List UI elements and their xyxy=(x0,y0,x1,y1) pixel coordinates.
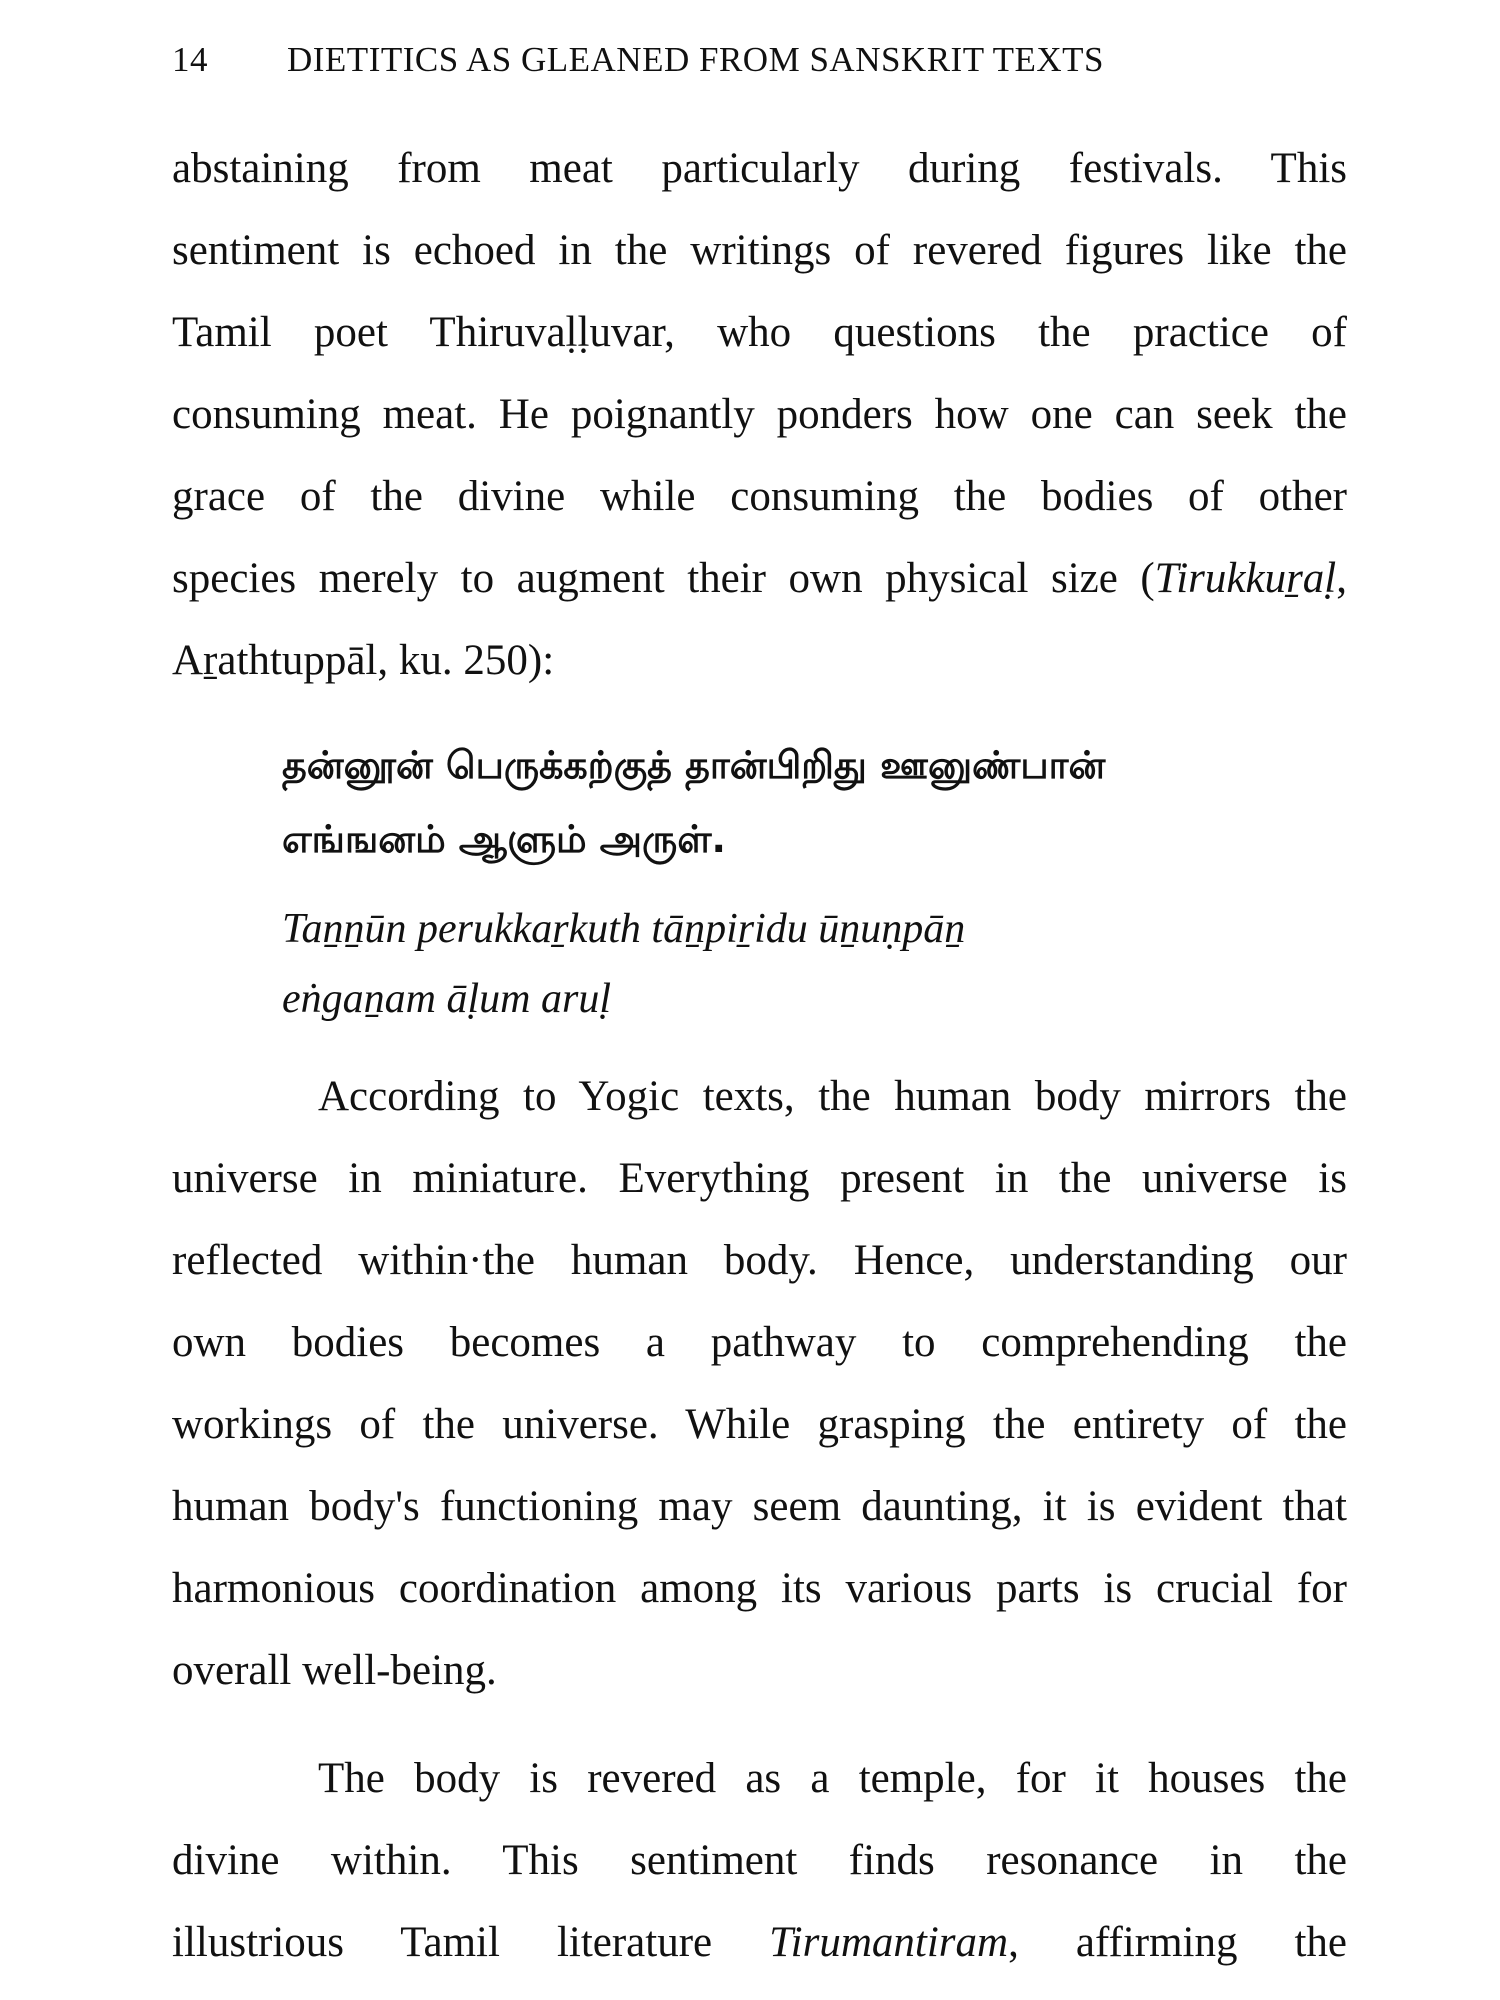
paragraph-line: divine within. This sentiment finds resonance in the xyxy=(172,1837,1347,1884)
paragraph-1 xyxy=(172,128,1347,702)
work-title-tirukkural: Tirukkuṟaḷ xyxy=(1154,555,1337,602)
line-text: species merely to augment their own physical size ( xyxy=(172,555,1155,602)
paragraph-line xyxy=(172,1902,1347,1984)
paragraph-line: harmonious coordination among its various parts is crucial for xyxy=(172,1565,1347,1612)
tamil-verse-line: எங்ஙனம் ஆளும் அருள். xyxy=(282,817,726,861)
work-title-tirumantiram: Tirumantiram xyxy=(769,1919,1009,1966)
paragraph-line: grace of the divine while consuming the bodies of other xyxy=(172,473,1347,520)
paragraph-line xyxy=(172,538,1347,620)
transliteration xyxy=(282,894,1342,1034)
line-text: , affirming the xyxy=(1008,1919,1347,1966)
paragraph-line: According to Yogic texts, the human body mirrors the xyxy=(318,1073,1347,1120)
running-head xyxy=(172,40,1352,80)
paragraph-line: human body's functioning may seem daunting, it is evident that xyxy=(172,1483,1347,1530)
paragraph-line: abstaining from meat particularly during festivals. This xyxy=(172,145,1347,192)
tamil-verse xyxy=(282,728,1342,876)
paragraph-line: universe in miniature. Everything present in the universe is xyxy=(172,1155,1347,1202)
transliteration-line: eṅgaṉam āḷum aruḷ xyxy=(282,976,611,1022)
paragraph-line: consuming meat. He poignantly ponders how one can seek the xyxy=(172,391,1347,438)
paragraph-line: The body is revered as a temple, for it houses the xyxy=(318,1755,1347,1802)
paragraph-line: workings of the universe. While grasping the entirety of the xyxy=(172,1401,1347,1448)
paragraph-2 xyxy=(172,1056,1347,1712)
paragraph-line: reflected within·the human body. Hence, understanding our xyxy=(172,1237,1347,1284)
page-number: 14 xyxy=(172,40,208,79)
paragraph-line: own bodies becomes a pathway to comprehending the xyxy=(172,1319,1347,1366)
line-text: illustrious Tamil literature xyxy=(172,1919,770,1966)
tamil-verse-line: தன்னூன் பெருக்கற்குத் தான்பிறிது ஊனுண்பான் xyxy=(282,743,1106,787)
paragraph-line: Aṟathtuppāl, ku. 250): xyxy=(172,637,555,684)
paragraph-line: Tamil poet Thiruvaḷḷuvar, who questions the practice of xyxy=(172,309,1347,356)
line-text: , xyxy=(1336,555,1347,602)
transliteration-line: Taṉṉūn perukkaṟkuth tāṉpiṟidu ūṉuṇpāṉ xyxy=(282,906,966,952)
paragraph-line: overall well-being. xyxy=(172,1647,497,1694)
paragraph-line: sentiment is echoed in the writings of revered figures like the xyxy=(172,227,1347,274)
paragraph-3 xyxy=(172,1738,1347,1984)
running-title: DIETITICS AS GLEANED FROM SANSKRIT TEXTS xyxy=(287,40,1104,79)
